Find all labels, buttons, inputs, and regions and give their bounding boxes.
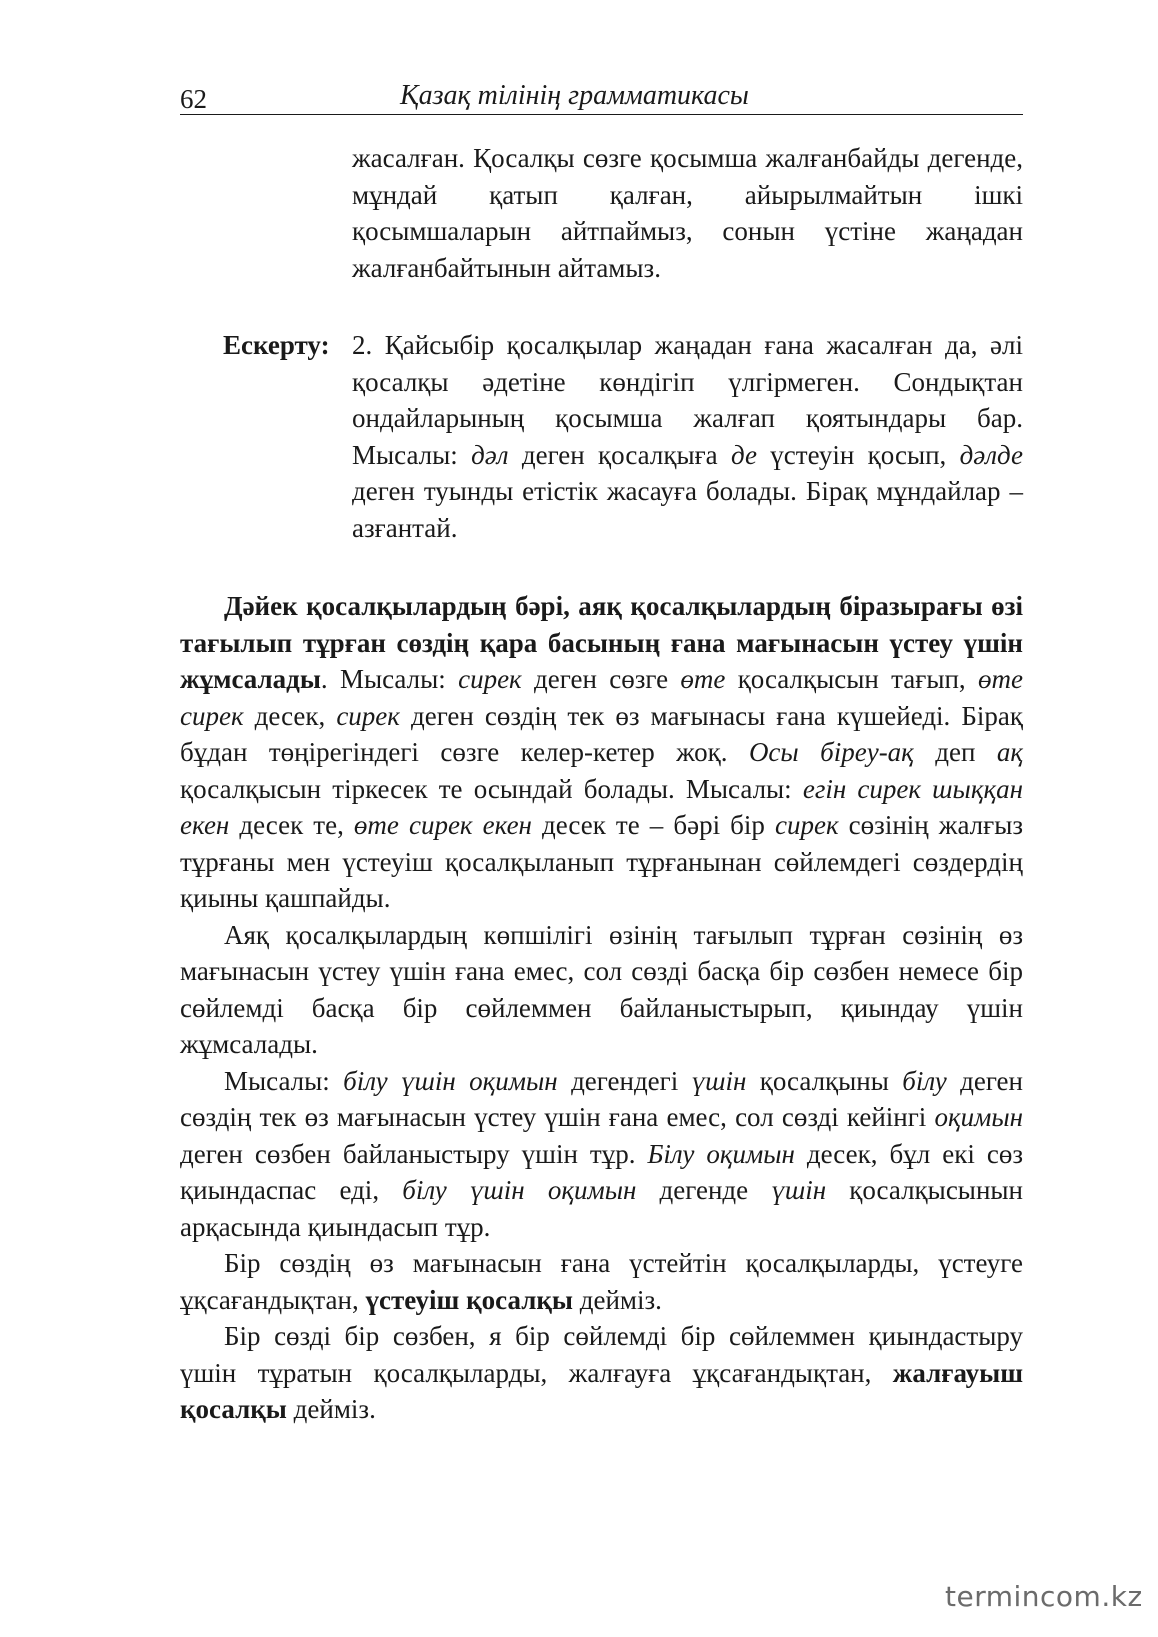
body-paragraph: Бір сөздің өз мағынасын ғана үстейтін қосалқыларды, үстеуге ұқсағандықтан, үстеуіш қосалқы дейміз. [180,1248,1023,1315]
body-paragraph: Мысалы: білу үшін оқимын дегендегі үшін қосалқыны білу деген сөздің тек өз мағынасын үстеу үшін ғана емес, сол сөзді кейінгі оқимын деген сөзбен байланыстыру үшін тұр. Білу оқимын десек, бұл екі сөз қиындаспас еді, білу үшін оқимын дегенде үшін қосалқысынын арқасында қиындасып тұр. [180,1065,1023,1242]
header-rule [180,114,1023,115]
running-title: Қазақ тілінің грамматикасы [400,80,749,111]
page-number: 62 [180,84,207,114]
main-body [180,588,1023,1428]
watermark-logo: termincom.kz [945,1580,1143,1613]
continuation-paragraph: жасалған. Қосалқы сөзге қосымша жалғанбайды дегенде, мұндай қатып қалған, айырылмайтын ішкі қосымшаларын айтпаймыз, сонын үстіне жаңадан жалғанбайтынын айтамыз. [352,143,1023,283]
example-word: дәлде [959,439,1023,470]
body-paragraph: Аяқ қосалқылардың көпшілігі өзінің тағылып тұрған сөзінің өз мағынасын үстеу үшін ғана емес, сол сөзді басқа бір сөзбен немесе бір сөйлемді басқа бір сөйлеммен байланыстырып, қиындау үшін жұмсалады. [180,919,1023,1059]
term-bold: үстеуіш қосалқы [365,1284,573,1315]
note-label: Ескерту: [223,330,330,360]
bold-statement: Дәйек қосалқылардың бәрі, аяқ қосалқылардың біразырағы өзі тағылып тұрған сөздің қара басының ғана мағынасын үстеу үшін жұмсалады [180,591,1023,694]
note-paragraph: 2. Қайсыбір қосалқылар жаңадан ғана жасалған да, әлі қосалқы әдетіне көндігіп үлгірмеген. Сондықтан ондайларының қосымша жалғап қоятындары бар. Мысалы: дәл деген қосалқыға де үстеуін қосып, дәлде деген туынды етістік жасауға болады. Бірақ мұндайлар – азғантай. [352,330,1023,543]
example-word: дәл [471,439,509,470]
example-word: де [731,439,757,470]
body-paragraph: Дәйек қосалқылардың бәрі, аяқ қосалқылардың біразырағы өзі тағылып тұрған сөздің қара басының ғана мағынасын үстеу үшін жұмсалады. Мысалы: сирек деген сөзге өте қосалқысын тағып, өте сирек десек, сирек деген сөздің тек өз мағынасы ғана күшейеді. Бірақ бұдан төңірегіндегі сөзге келер-кетер жоқ. Осы біреу-ақ деп ақ қосалқысын тіркесек те осындай болады. Мысалы: егін сирек шыққан екен десек те, өте сирек екен десек те – бәрі бір сирек сөзінің жалғыз тұрғаны мен үстеуіш қосалқыланып тұрғанынан сөйлемдегі сөздердің қиыны қашпайды. [180,591,1024,913]
body-paragraph: Бір сөзді бір сөзбен, я бір сөйлемді бір сөйлеммен қиындастыру үшін тұратын қосалқыларды, жалғауға ұқсағандықтан, жалғауыш қосалқы дейміз. [180,1321,1023,1424]
term-bold: жалғауыш қосалқы [180,1357,1023,1424]
